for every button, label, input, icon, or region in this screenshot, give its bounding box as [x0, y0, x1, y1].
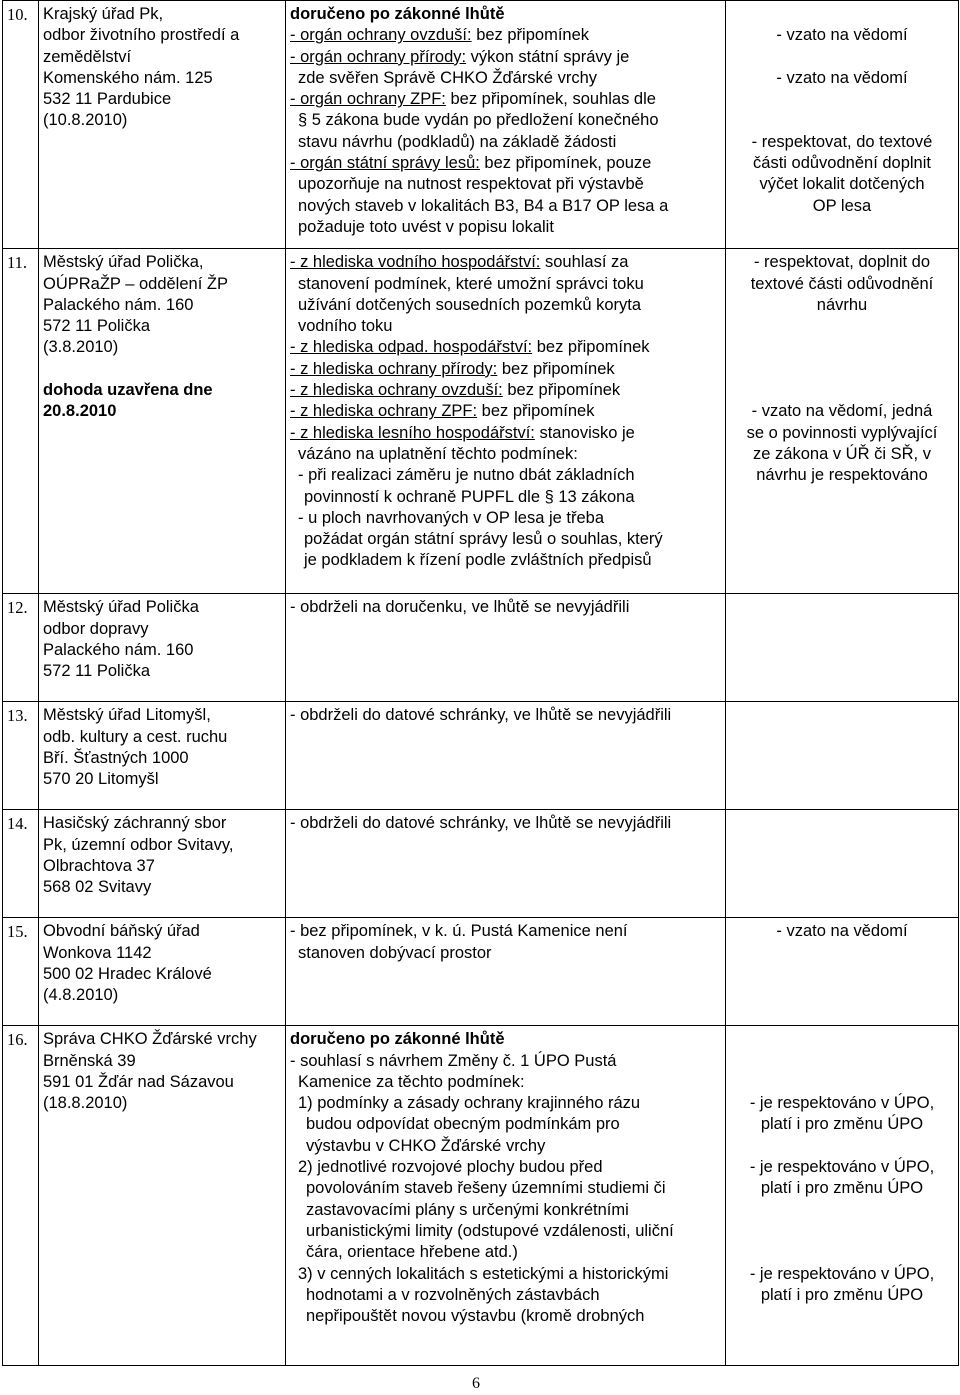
- org-line: Wonkova 1142: [43, 943, 152, 962]
- authority-label: - z hlediska ochrany ovzduší:: [290, 381, 503, 400]
- org-line: Pk, územní odbor Svitavy,: [43, 835, 234, 854]
- statement-cell: [286, 249, 726, 594]
- authority-label: - orgán ochrany ovzduší:: [290, 26, 472, 45]
- statement-text: bez připomínek: [532, 338, 650, 357]
- statement-line: Kamenice za těchto podmínek:: [298, 1072, 525, 1091]
- resolution-line: návrhu je respektováno: [756, 466, 928, 485]
- authority-label: - z hlediska lesního hospodářství:: [290, 423, 535, 442]
- condition-line: - při realizaci záměru je nutno dbát základních: [298, 466, 635, 485]
- resolution-line: návrhu: [816, 295, 868, 314]
- resolution-cell: [726, 594, 959, 702]
- organization-cell: [39, 1, 286, 249]
- resolution-cell: [726, 249, 959, 594]
- authority-label: - z hlediska vodního hospodářství:: [290, 253, 541, 272]
- statement-line: [290, 423, 721, 444]
- resolution-line: - vzato na vědomí: [776, 68, 908, 87]
- resolution-line: se o povinnosti vyplývající: [746, 423, 938, 442]
- org-line: (10.8.2010): [43, 111, 128, 130]
- resolution-line: - respektovat, do textové: [751, 132, 933, 151]
- statement-line: vázáno na uplatnění těchto podmínek:: [298, 444, 578, 463]
- table-row-16: [3, 1026, 959, 1366]
- org-line: 591 01 Žďár nad Sázavou: [43, 1072, 234, 1091]
- statement-line: - obdrželi do datové schránky, ve lhůtě se nevyjádřili: [290, 706, 672, 725]
- org-line: Palackého nám. 160: [43, 295, 194, 314]
- statement-line: [290, 380, 721, 401]
- statement-line: [290, 89, 721, 110]
- org-line: odbor dopravy: [43, 619, 149, 638]
- statement-line: [290, 401, 721, 422]
- statement-line: zde svěřen Správě CHKO Žďárské vrchy: [298, 68, 597, 87]
- statement-line: - souhlasí s návrhem Změny č. 1 ÚPO Pustá: [290, 1051, 617, 1070]
- agreement-date: 20.8.2010: [43, 402, 117, 421]
- condition-line: - u ploch navrhovaných v OP lesa je třeba: [298, 508, 605, 527]
- org-line: 572 11 Polička: [43, 662, 151, 681]
- condition-line: 2) jednotlivé rozvojové plochy budou před: [298, 1158, 603, 1177]
- resolution-cell: [726, 810, 959, 918]
- statement-cell: [286, 1, 726, 249]
- statement-line: [290, 359, 721, 380]
- row-number: 10.: [3, 1, 39, 249]
- statement-line: stavu návrhu (podkladů) na základě žádosti: [298, 132, 617, 151]
- resolution-cell: [726, 1026, 959, 1366]
- condition-line: výstavbu v CHKO Žďárské vrchy: [306, 1136, 546, 1155]
- organization-cell: [39, 249, 286, 594]
- org-line: Obvodní báňský úřad: [43, 922, 200, 941]
- organization-cell: [39, 702, 286, 810]
- resolution-line: - je respektováno v ÚPO,: [749, 1158, 935, 1177]
- org-line: odbor životního prostředí a: [43, 26, 240, 45]
- authority-label: - z hlediska odpad. hospodářství:: [290, 338, 533, 357]
- authority-label: - orgán ochrany ZPF:: [290, 90, 446, 109]
- statement-line: [290, 337, 721, 358]
- statement-line: § 5 zákona bude vydán po předložení konečného: [298, 111, 659, 130]
- org-line: Správa CHKO Žďárské vrchy: [43, 1030, 257, 1049]
- resolution-line: platí i pro změnu ÚPO: [760, 1115, 924, 1134]
- statement-line: [290, 252, 721, 273]
- condition-line: 1) podmínky a zásady ochrany krajinného rázu: [298, 1094, 641, 1113]
- late-delivery-header: doručeno po zákonné lhůtě: [290, 5, 505, 23]
- condition-line: budou odpovídat obecným podmínkám pro: [306, 1115, 620, 1134]
- org-line: Komenského nám. 125: [43, 68, 213, 87]
- statement-line: [290, 25, 721, 46]
- resolution-line: výčet lokalit dotčených: [759, 175, 925, 194]
- statement-text: výkon státní správy je: [466, 47, 630, 66]
- resolution-line: OP lesa: [812, 196, 872, 215]
- org-line: Bří. Šťastných 1000: [43, 748, 189, 767]
- resolution-line: - vzato na vědomí: [776, 26, 908, 45]
- comments-table: [2, 0, 959, 1366]
- table-row-10: [3, 1, 959, 249]
- statement-cell: [286, 1026, 726, 1366]
- late-delivery-header: doručeno po zákonné lhůtě: [290, 1030, 505, 1049]
- page-number: 6: [472, 1375, 480, 1392]
- row-number: 14.: [3, 810, 39, 918]
- row-number: 12.: [3, 594, 39, 702]
- statement-cell: [286, 810, 726, 918]
- resolution-line: části odůvodnění doplnit: [753, 154, 931, 173]
- statement-text: bez připomínek: [502, 381, 621, 400]
- org-line: Krajský úřad Pk,: [43, 5, 164, 23]
- statement-line: nových staveb v lokalitách B3, B4 a B17 OP lesa a: [298, 196, 669, 215]
- statement-cell: [286, 918, 726, 1026]
- condition-line: požádat orgán státní správy lesů o souhlas, který: [304, 530, 663, 549]
- org-line: 532 11 Pardubice: [43, 90, 172, 109]
- statement-cell: [286, 594, 726, 702]
- statement-text: souhlasí za: [540, 253, 629, 272]
- statement-line: stanoven dobývací prostor: [298, 943, 492, 962]
- statement-line: vodního toku: [298, 317, 393, 336]
- statement-line: požaduje toto uvést v popisu lokalit: [298, 217, 554, 236]
- statement-text: bez připomínek: [497, 359, 615, 378]
- condition-line: čára, orientace hřebene atd.): [306, 1243, 518, 1262]
- org-line: 572 11 Polička: [43, 317, 151, 336]
- table-row-12: [3, 594, 959, 702]
- resolution-line: - vzato na vědomí: [776, 922, 908, 941]
- authority-label: - orgán státní správy lesů:: [290, 154, 480, 173]
- table-row-11: [3, 249, 959, 594]
- condition-line: hodnotami a v rozvolněných zástavbách: [306, 1285, 600, 1304]
- authority-label: - z hlediska ochrany ZPF:: [290, 402, 478, 421]
- condition-line: je podkladem k řízení podle zvláštních předpisů: [304, 551, 652, 570]
- statement-line: [290, 47, 721, 68]
- organization-cell: [39, 594, 286, 702]
- statement-cell: [286, 702, 726, 810]
- org-line: Městský úřad Polička: [43, 598, 199, 617]
- row-number: 15.: [3, 918, 39, 1026]
- statement-line: stanovení podmínek, které umožní správci toku: [298, 274, 644, 293]
- condition-line: zastavovacími plány s určenými konkrétními: [306, 1200, 629, 1219]
- org-line: Brněnská 39: [43, 1051, 136, 1070]
- statement-line: upozorňuje na nutnost respektovat při výstavbě: [298, 175, 644, 194]
- statement-line: - bez připomínek, v k. ú. Pustá Kamenice není: [290, 922, 628, 941]
- statement-line: - obdrželi na doručenku, ve lhůtě se nevyjádřili: [290, 598, 630, 617]
- org-line: Palackého nám. 160: [43, 640, 194, 659]
- resolution-cell: [726, 918, 959, 1026]
- condition-line: povolováním staveb řešeny územními studiemi či: [306, 1179, 666, 1198]
- resolution-line: platí i pro změnu ÚPO: [760, 1179, 924, 1198]
- resolution-cell: [726, 702, 959, 810]
- table-row-15: [3, 918, 959, 1026]
- org-line: odb. kultury a cest. ruchu: [43, 727, 228, 746]
- org-line: 568 02 Svitavy: [43, 878, 152, 897]
- org-line: Olbrachtova 37: [43, 856, 155, 875]
- resolution-line: ze zákona v ÚŘ či SŘ, v: [753, 444, 931, 463]
- org-line: Městský úřad Litomyšl,: [43, 706, 211, 725]
- condition-line: povinností k ochraně PUPFL dle § 13 zákona: [304, 487, 635, 506]
- authority-label: - z hlediska ochrany přírody:: [290, 359, 498, 378]
- table-row-14: [3, 810, 959, 918]
- statement-line: užívání dotčených sousedních pozemků koryta: [298, 295, 642, 314]
- statement-text: stanovisko je: [534, 423, 635, 442]
- condition-line: urbanistickými limity (odstupové vzdálenosti, uliční: [306, 1221, 674, 1240]
- org-line: zemědělství: [43, 47, 132, 66]
- org-line: 570 20 Litomyšl: [43, 770, 159, 789]
- resolution-line: - respektovat, doplnit do: [753, 253, 931, 272]
- resolution-cell: [726, 1, 959, 249]
- org-line: OÚPRaŽP – oddělení ŽP: [43, 274, 228, 293]
- statement-text: bez připomínek, souhlas dle: [445, 90, 656, 109]
- statement-line: - obdrželi do datové schránky, ve lhůtě se nevyjádřili: [290, 814, 672, 833]
- condition-line: nepřipouštět novou výstavbu (kromě drobných: [306, 1307, 645, 1326]
- table-row-13: [3, 702, 959, 810]
- row-number: 16.: [3, 1026, 39, 1366]
- org-line: (4.8.2010): [43, 986, 119, 1005]
- resolution-line: - vzato na vědomí, jedná: [751, 402, 933, 421]
- statement-line: [290, 153, 721, 174]
- row-number: 11.: [3, 249, 39, 594]
- statement-text: bez připomínek: [471, 26, 590, 45]
- org-line: Hasičský záchranný sbor: [43, 814, 227, 833]
- resolution-line: platí i pro změnu ÚPO: [760, 1285, 924, 1304]
- resolution-line: - je respektováno v ÚPO,: [749, 1264, 935, 1283]
- agreement-label: dohoda uzavřena dne: [43, 381, 213, 400]
- authority-label: - orgán ochrany přírody:: [290, 47, 467, 66]
- row-number: 13.: [3, 702, 39, 810]
- org-line: 500 02 Hradec Králové: [43, 964, 212, 983]
- org-line: Městský úřad Polička,: [43, 253, 204, 272]
- org-line: (18.8.2010): [43, 1094, 128, 1113]
- resolution-line: - je respektováno v ÚPO,: [749, 1094, 935, 1113]
- statement-text: bez připomínek, pouze: [479, 154, 652, 173]
- condition-line: 3) v cenných lokalitách s estetickými a historickými: [298, 1264, 669, 1283]
- organization-cell: [39, 918, 286, 1026]
- organization-cell: [39, 810, 286, 918]
- org-line: (3.8.2010): [43, 338, 119, 357]
- organization-cell: [39, 1026, 286, 1366]
- resolution-line: textové části odůvodnění: [750, 274, 934, 293]
- statement-text: bez připomínek: [477, 402, 595, 421]
